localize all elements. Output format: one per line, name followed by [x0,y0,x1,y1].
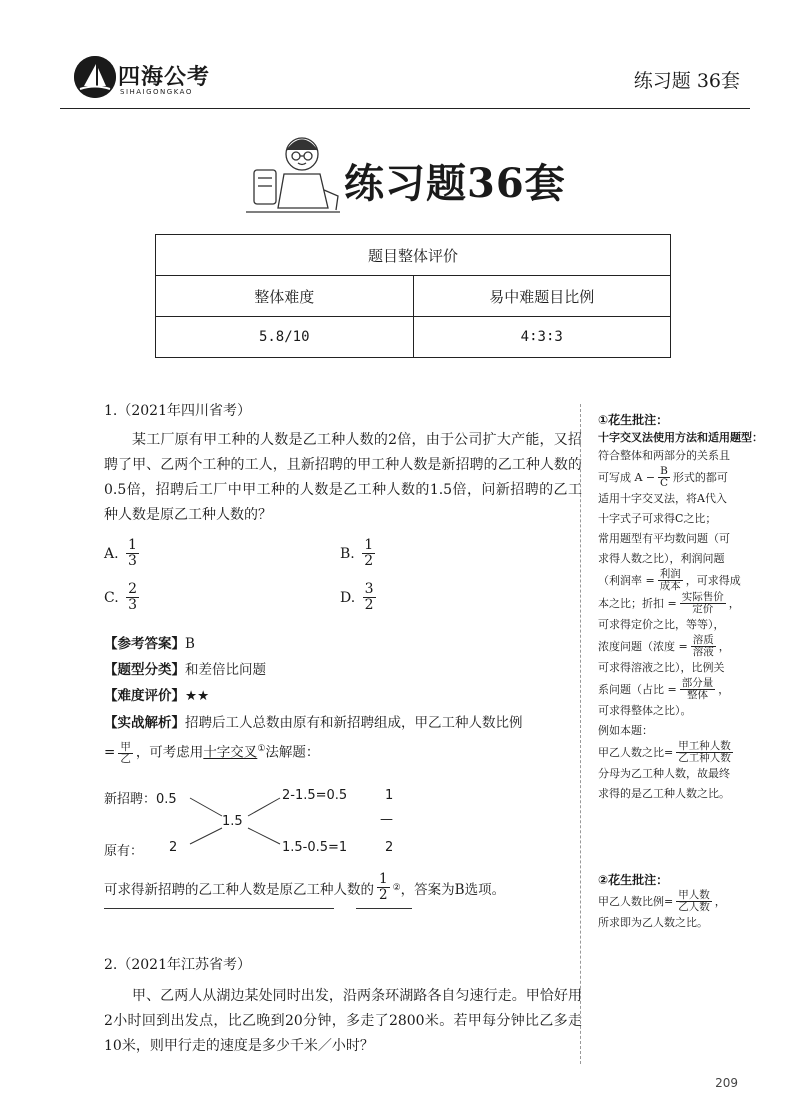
note-1-line: 浓度问题（浓度 = $\frac{\text{溶质}}{\text{溶液}}$ ， [598,634,730,658]
note-1-line: 求得人数之比），利润问题 [598,552,725,565]
note-1-subtitle: 十字交叉法使用方法和适用题型： [598,431,763,444]
difficulty-label: 整体难度 [156,276,414,317]
conclusion-underline-2 [356,908,412,909]
ratio-label: 易中难题目比例 [413,276,671,317]
analysis-text-2: ，可考虑用 [135,744,204,761]
note-1-line: （利润率 = $\frac{\text{利润}}{\text{成本}}$ ，可求得成 [598,568,741,592]
note-1-line: 可求得定价之比，等等）， [598,618,725,631]
diagram-right-1: 2-1.5=0.5 [282,788,348,803]
answer-tag: 【参考答案】 [104,636,185,652]
conclusion-text: 可求得新招聘的乙工种人数是原乙工种人数的 [104,881,374,898]
analysis-tag: 【实战解析】 [104,715,185,731]
option-b [340,538,378,569]
question-2-heading: 2.（2021年江苏省考） [104,957,251,973]
side-divider [580,404,581,1064]
ratio-fraction: $\frac{\text{甲}}{\text{乙}}$ [120,740,131,765]
note-1-line: 求得的是乙工种人数之比。 [598,787,730,800]
note-1-line: 常用题型有平均数问题（可 [598,532,730,545]
note-1-marker: ① [257,744,266,754]
difficulty-line [104,684,209,704]
conclusion-text-2: ，答案为B选项。 [400,881,506,898]
note-1-line: 符合整体和两部分的关系且 [598,449,730,462]
conclusion-fraction: $\frac{1}{2}$ [379,871,388,903]
option-d [340,582,379,613]
logo-name: 四海公考 [118,65,211,90]
answer-value: B [185,636,195,652]
option-c-label: C. [104,589,119,606]
option-c-fraction: $\frac{2}{3}$ [128,581,138,613]
type-tag: 【题型分类】 [104,662,185,678]
note-2-title: ②花生批注： [598,873,669,887]
option-a [104,538,142,569]
evaluation-caption: 题目整体评价 [156,235,671,276]
note-1-line: 可求得溶液之比），比例关 [598,661,725,674]
note-1-line: 本之比；折扣 = $\frac{\text{实际售价}}{\text{定价}}$ ， [598,591,740,615]
option-b-fraction: $\frac{1}{2}$ [364,537,374,569]
note-1-line: 例如本题： [598,724,653,737]
header-title: 练习题 36套 [633,70,740,92]
conclusion-underline [104,908,334,909]
note-1-line: 分母为乙工种人数，故最终 [598,767,730,780]
question-2-text: 甲、乙两人从湖边某处同时出发，沿两条环湖路各自匀速行走。甲恰好用2小时回到出发点，比乙晚到20分钟，多走了2800米。若甲每分钟比乙多走10米，则甲行走的速度是多少千米／小时？ [104,988,582,1054]
note-1-line: 十字式子可求得C之比； [598,512,717,525]
logo-icon [74,56,116,98]
note-1-title: ①花生批注： [598,413,669,427]
analysis-text: 招聘后工人总数由原有和新招聘组成，甲乙工种人数比例 [185,715,523,731]
option-a-fraction: $\frac{1}{3}$ [128,537,137,569]
question-1-heading: 1.（2021年四川省考） [104,403,251,419]
analysis-text-3: 法解题： [265,744,320,761]
option-d-fraction: $\frac{3}{2}$ [364,581,374,613]
difficulty-value: 5.8/10 [156,317,414,358]
star-rating: ★★ [185,688,210,704]
diagram-row2-label: 原有： [104,844,144,859]
ratio-value: 4∶3∶3 [413,317,671,358]
answer-line [104,632,195,652]
diagram-row1-label: 新招聘：0.5 [104,792,177,807]
evaluation-table [155,234,671,358]
option-d-label: D. [340,589,356,606]
note-2-line: 甲乙人数比例= $\frac{\text{甲人数}}{\text{乙人数}}$ ， [598,889,726,913]
conclusion-line [104,872,505,903]
diagram-row2-value: 2 [169,840,178,855]
note-1-line: 可求得整体之比）。 [598,704,692,717]
diagram-right-2: 1.5-0.5=1 [282,840,348,855]
analysis-method: 十字交叉 [203,744,258,761]
diagram-cross-lines [186,794,286,850]
side-note-2 [598,870,770,933]
diagram-ratio-num: 1 [385,788,394,803]
diagram-ratio-bar: — [380,812,393,827]
note-1-line: 甲乙人数之比= $\frac{\text{甲工种人数}}{\text{乙工种人数}}$ [598,740,731,764]
difficulty-tag: 【难度评价】 [104,688,185,704]
note-2-line: 所求即为乙人数之比。 [598,916,708,929]
logo-subtitle: SIHAIGONGKAO [120,88,193,96]
option-b-label: B. [340,545,355,562]
option-c [104,582,142,613]
note-1-line: 可写成 A − $\frac{B}{C}$ 形式的都可 [598,465,728,489]
type-value: 和差倍比问题 [185,662,266,678]
analysis-eq: = [104,744,116,761]
note-2-marker: ② [392,882,401,893]
page-number: 209 [715,1076,738,1090]
question-1-text: 某工厂原有甲工种的人数是乙工种人数的2倍，由于公司扩大产能，又招聘了甲、乙两个工种的工人，且新招聘的甲工种人数是新招聘的乙工种人数的0.5倍，招聘后工厂中甲工种的人数是乙工种人数的1.5倍，问新招聘的乙工种人数是原乙工种人数的？ [104,432,582,523]
banner-title: 练习题36套 [344,160,566,207]
diagram-center: 1.5 [222,814,243,829]
option-a-label: A. [104,545,119,562]
header-divider [60,108,750,109]
type-line [104,658,266,678]
cartoon-student-icon [244,130,344,220]
analysis-paragraph [104,710,582,766]
note-1-line: 适用十字交叉法，将A代入 [598,492,727,505]
note-1-line: 系问题（占比 = $\frac{\text{部分量}}{\text{整体}}$ ， [598,677,730,701]
side-note-1 [598,410,770,804]
diagram-ratio-den: 2 [385,840,394,855]
